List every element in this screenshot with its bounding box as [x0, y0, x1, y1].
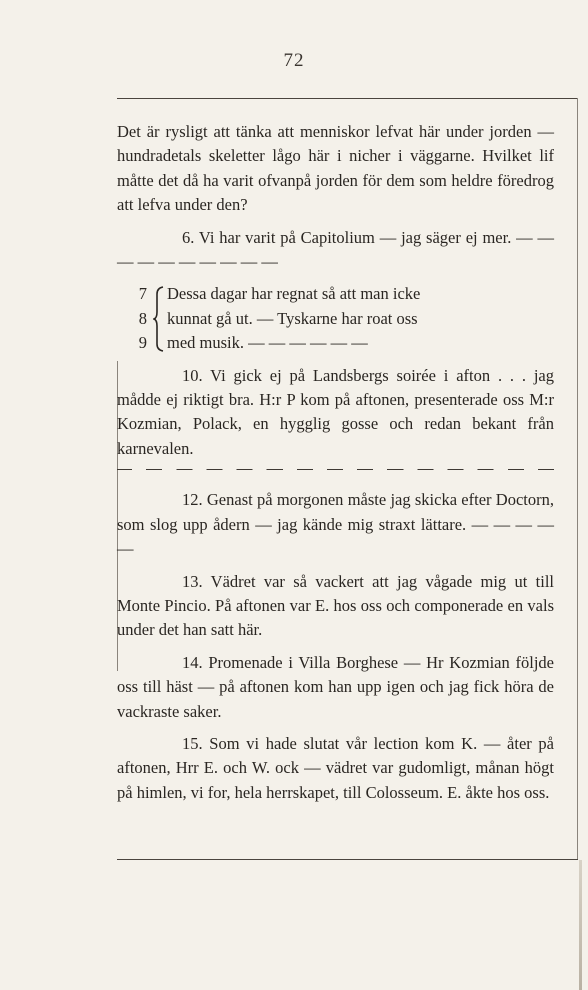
entry-7-9 [117, 282, 554, 355]
entry-number: 9 [138, 333, 147, 353]
brace-icon [153, 286, 165, 352]
top-rule [117, 98, 578, 99]
text-line: Dessa dagar har regnat så att man icke [167, 284, 421, 304]
entry-15: 15. Som vi hade slutat vår lection kom K. — åter på aftonen, Hrr E. och W. ock — vädret var gudomligt, månan högt på himlen, vi for, hela herrskapet, till Colosseum. E. åkte hos oss. [117, 733, 554, 802]
bottom-rule [117, 859, 578, 860]
section-divider [117, 469, 554, 470]
curly-brace [151, 282, 165, 355]
entry-6: 6. Vi har varit på Capitolium — jag säger ej mer. — — — — — — — — — — [117, 227, 554, 272]
text-line: kunnat gå ut. — Tyskarne har roat oss [167, 308, 418, 328]
scan-edge [579, 860, 582, 990]
page-number: 72 [283, 50, 305, 71]
entry-14: 14. Promenade i Villa Borghese — Hr Kozmian följde oss till häst — på aftonen kom han upp igen och jag fick höra de vackraste saker. [117, 652, 554, 721]
entry-numbers [117, 282, 151, 355]
paragraph-catacombs: Det är rysligt att tänka att menniskor lefvat här under jorden — hundradetals skeletter lågo här i nicher i väggarne. Hvilket lif måtte det då ha varit ofvanpå jorden för dem som heldre föredrog att lefva under den? [117, 122, 554, 215]
entry-12: 12. Genast på morgonen måste jag skicka efter Doctorn, som slog upp ådern — jag kände mig straxt lättare. — — — — — [117, 490, 554, 559]
entry-number: 7 [138, 284, 147, 304]
entry-13: 13. Vädret var så vackert att jag vågade mig ut till Monte Pincio. På aftonen var E. hos oss och componerade en vals under det han satt här. [117, 571, 554, 640]
entry-7-9-text [165, 282, 554, 355]
diary-text [117, 120, 554, 805]
entry-10: 10. Vi gick ej på Landsbergs soirée i afton . . . jag mådde ej riktigt bra. H:r P kom på aftonen, presenterade oss M:r Kozmian, Polack, en hygglig gosse och redan bekant från karnevalen. [117, 365, 554, 458]
entry-number: 8 [138, 308, 147, 328]
right-rule [577, 98, 578, 860]
text-line: med musik. — — — — — — [167, 333, 368, 353]
